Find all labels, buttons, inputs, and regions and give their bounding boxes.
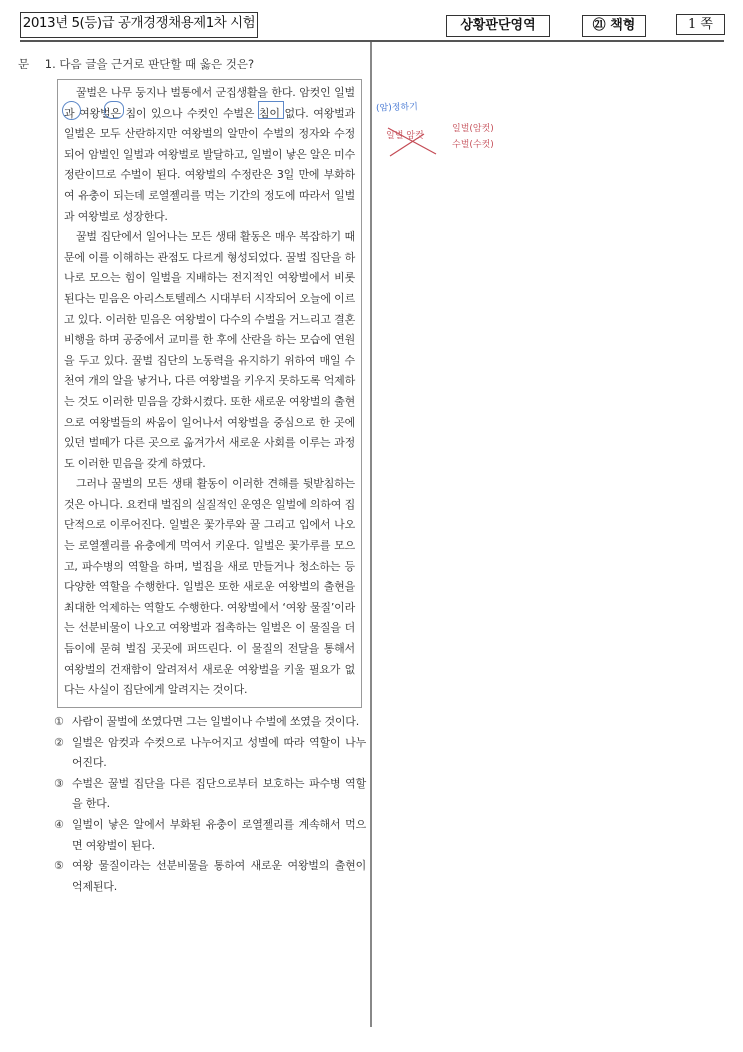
- answer-choices: [54, 712, 366, 897]
- handwritten-crossed-note: 일벌 암컷: [386, 124, 438, 154]
- choice-4[interactable]: ④ 일벌이 낳은 알에서 부화된 유충이 로열젤리를 계속해서 먹으면 여왕벌이 된다.: [54, 817, 366, 852]
- choice-1[interactable]: ① 사람이 꿀벌에 쏘였다면 그는 일벌이나 수벌에 쏘였을 것이다.: [54, 715, 360, 728]
- choice-3[interactable]: ③ 수벌은 꿀벌 집단을 다른 집단으로부터 보호하는 파수병 역할을 한다.: [54, 776, 366, 811]
- question-label: 문: [18, 57, 30, 71]
- column-divider: [370, 42, 372, 1027]
- page-number: 1 쪽: [688, 17, 713, 32]
- section-box: [446, 15, 550, 37]
- strikethrough-cross-icon: [384, 124, 440, 158]
- passage-paragraph-2: 꿀벌 집단에서 일어나는 모든 생태 활동은 매우 복잡하기 때문에 이를 이해하는 관점도 다르게 형성되었다. 꿀벌 집단을 하나로 모으는 힘이 일벌을 지배하는 전지적인 여왕벌에서 비롯된다는 믿음은 아리스토텔레스 시대부터 시작되어 오늘에 이르고 있다. 이러한 믿음은 여왕벌이 다수의 수벌을 거느리고 결혼비행을 하며 공중에서 교미를 한 후에 산란을 하는 모습에 연원을 두고 있다. 꿀벌 집단의 노동력을 유지하기 위하여 매일 수천여 개의 알을 낳거나, 다른 여왕벌을 키우지 못하도록 억제하는 것도 이러한 믿음을 강화시켰다. 또한 새로운 여왕벌의 출현으로 여왕벌들의 싸움이 일어나서 여왕벌을 중심으로 한 곳에 있던 벌떼가 다른 곳으로 옮겨가서 새로운 사회를 이루는 과정도 이러한 믿음을 갖게 하였다.: [64, 230, 355, 470]
- circle-mark-ilbeol: [62, 101, 81, 120]
- passage-box: [57, 79, 362, 708]
- exam-title-box: [20, 12, 258, 38]
- choice-5[interactable]: ⑤ 여왕 물질이라는 선분비물을 통하여 새로운 여왕벌의 출현이 억제된다.: [54, 859, 366, 893]
- exam-title: 2013년 5(등)급 공개경쟁채용제1차 시험: [22, 15, 256, 31]
- handwritten-note-blue: (암)정하기: [375, 102, 419, 114]
- handwritten-note-worker-female: 일벌(암컷): [452, 124, 494, 134]
- circle-mark-yeowangbeol: [104, 101, 124, 119]
- section-label: 상황판단영역: [460, 18, 536, 33]
- question-heading: [18, 56, 254, 72]
- header-rule: [20, 40, 724, 42]
- passage-paragraph-1: 꿀벌은 나무 둥지나 벌통에서 군집생활을 한다. 암컷인 일벌과 여왕벌은 침이 있으나 수컷인 수벌은 침이 없다. 여왕벌과 일벌은 모두 산란하지만 여왕벌의 알만이 수벌의 정자와 수정되어 암벌인 일벌과 여왕벌로 발달하고, 일벌이 낳은 알은 미수정란이므로 수벌이 된다. 여왕벌의 수정란은 3일 만에 부화하여 유충이 되는데 로열젤리를 먹는 기간의 정도에 따라서 일벌과 여왕벌로 성장한다.: [64, 86, 355, 223]
- choice-2[interactable]: ② 일벌은 암컷과 수컷으로 나누어지고 성별에 따라 역할이 나누어진다.: [54, 735, 366, 770]
- question-prompt: 다음 글을 근거로 판단할 때 옳은 것은?: [59, 57, 255, 71]
- handwritten-note-drone-male: 수벌(수컷): [452, 140, 494, 150]
- question-number: 1.: [44, 57, 56, 71]
- box-mark-subeol: [258, 101, 284, 119]
- booklet-type-box: [582, 15, 646, 37]
- passage-paragraph-3: 그러나 꿀벌의 모든 생태 활동이 이러한 견해를 뒷받침하는 것은 아니다. 요컨대 벌집의 실질적인 운영은 일벌에 의하여 집단적으로 이루어진다. 일벌은 꽃가루와 꿀 그리고 입에서 나오는 로열젤리를 유충에게 먹여서 키운다. 일벌은 꽃가루를 모으고, 파수병의 역할을 하며, 벌집을 새로 만들거나 청소하는 등 다양한 역할을 수행한다. 일벌은 또한 새로운 여왕벌의 출현을 최대한 억제하는 역할도 수행한다. 여왕벌에서 ‘여왕 물질’이라는 선분비물이 나오고 여왕벌과 접촉하는 일벌은 이 물질을 더듬이에 묻혀 벌집 곳곳에 퍼뜨린다. 이 물질의 전달을 통해서 여왕벌의 건재함이 알려져서 새로운 여왕벌을 키울 필요가 없다는 사실이 집단에게 알려지는 것이다.: [64, 477, 355, 697]
- booklet-type: ㉑ 책형: [592, 18, 636, 33]
- page-number-box: [676, 14, 725, 35]
